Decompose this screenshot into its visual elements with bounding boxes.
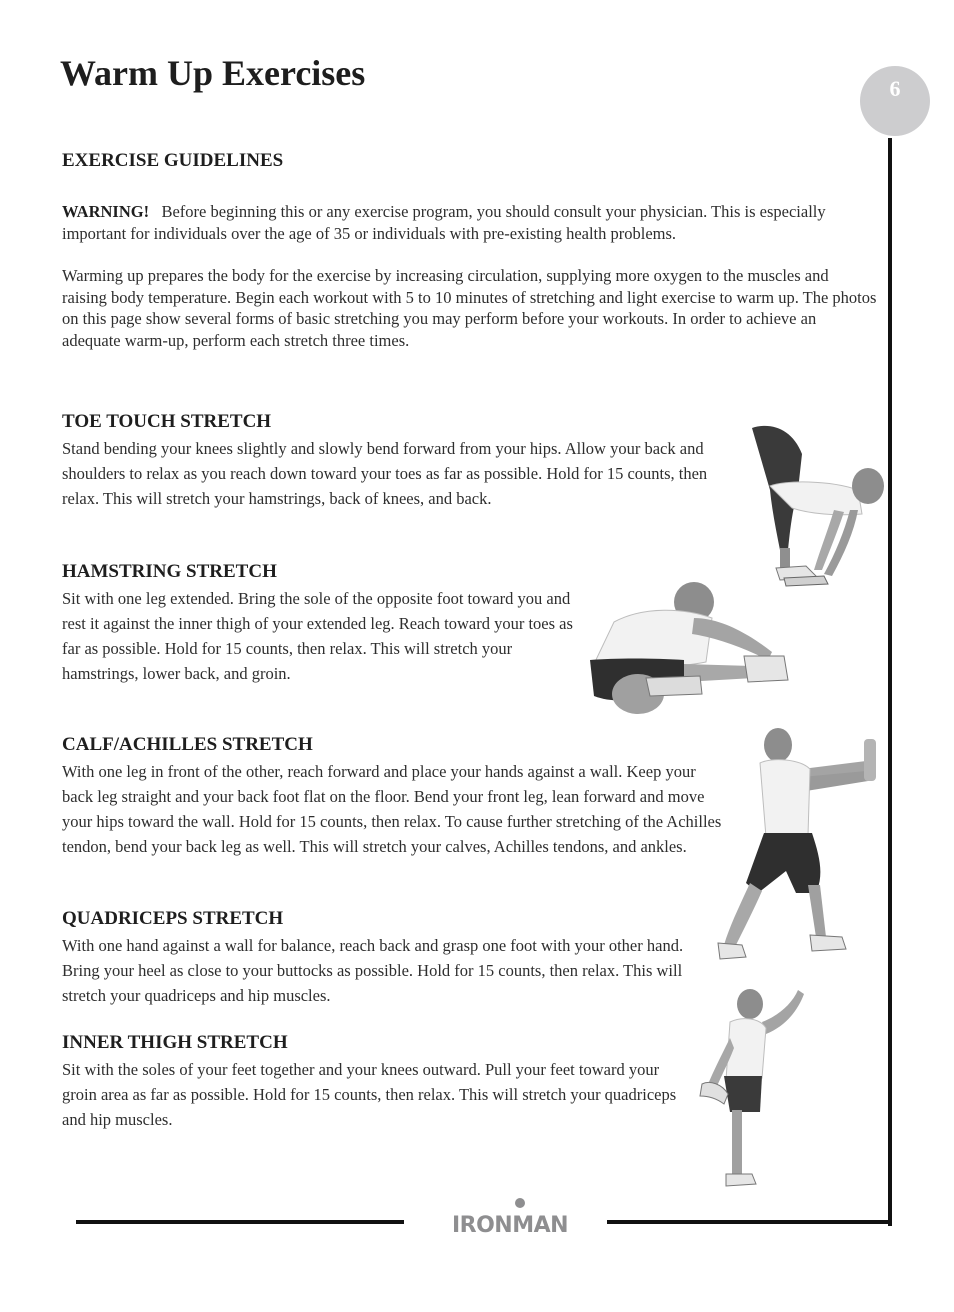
- page-title: Warm Up Exercises: [60, 53, 366, 93]
- guidelines-heading: EXERCISE GUIDELINES: [62, 150, 284, 171]
- toe-touch-heading: TOE TOUCH STRETCH: [62, 411, 272, 432]
- warning-label: WARNING!: [62, 202, 150, 221]
- right-border-rule: [888, 138, 892, 1226]
- hamstring-text: Sit with one leg extended. Bring the sole of the opposite foot toward you and rest it against the inner thigh of your extended leg. Reach toward your toes as far as possible. Hold for 15 counts, then relax. This will stretch your hamstrings, lower back, and groin.: [62, 589, 573, 683]
- bottom-rule-left: [76, 1220, 404, 1224]
- hamstring-heading: HAMSTRING STRETCH: [62, 561, 277, 582]
- calf-text: With one leg in front of the other, reach forward and place your hands against a wall. Keep your back leg straight and your back foot flat on the floor. Bend your front leg, lean forward and move your hips toward the wall. Hold for 15 counts, then relax. To cause further stretching of the Achilles tendon, bend your back leg as well. This will stretch your calves, Achilles tendons, and ankles.: [62, 762, 722, 856]
- toe-touch-photo-icon: [740, 420, 890, 600]
- calf-heading: CALF/ACHILLES STRETCH: [62, 734, 313, 755]
- inner-thigh-heading: INNER THIGH STRETCH: [62, 1032, 288, 1053]
- intro-paragraph: Warming up prepares the body for the exercise by increasing circulation, supplying more oxygen to the muscles and raising body temperature. Begin each workout with 5 to 10 minutes of stretching and light exercise to warm up. The photos on this page show several forms of basic stretching you may perform before your workouts. In order to achieve an adequate warm-up, perform each stretch three times.: [62, 266, 877, 350]
- quadriceps-photo-icon: [694, 988, 814, 1188]
- hamstring-photo-icon: [584, 578, 794, 718]
- page-number-badge: 6: [860, 66, 930, 136]
- quadriceps-heading: QUADRICEPS STRETCH: [62, 908, 284, 929]
- toe-touch-text: Stand bending your knees slightly and slowly bend forward from your hips. Allow your back and shoulders to relax as you reach down toward your toes as far as possible. Hold for 15 counts, then relax. This will stretch your hamstrings, back of knees, and back.: [62, 439, 708, 508]
- quadriceps-text: With one hand against a wall for balance, reach back and grasp one foot with your other hand. Bring your heel as close to your buttocks as possible. Hold for 15 counts, then relax. This will stretch your quadriceps and hip muscles.: [62, 936, 684, 1005]
- ironman-logo-text: IRONMAN: [451, 1213, 569, 1236]
- bottom-rule-right: [607, 1220, 892, 1224]
- inner-thigh-text: Sit with the soles of your feet together and your knees outward. Pull your feet toward your groin area as far as possible. Hold for 15 counts, then relax. This will stretch your quadriceps and hip muscles.: [62, 1060, 677, 1129]
- warning-paragraph: [62, 201, 887, 244]
- ironman-logo-icon: [434, 1196, 586, 1236]
- calf-photo-icon: [716, 725, 881, 970]
- warning-text: Before beginning this or any exercise program, you should consult your physician. This is especially important for individuals over the age of 35 or individuals with pre-existing health problems.: [62, 202, 826, 243]
